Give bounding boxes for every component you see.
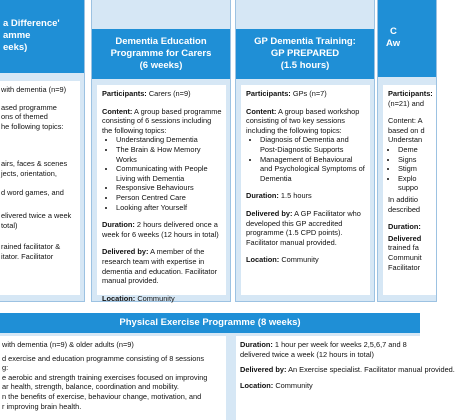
gp-training-header: [236, 29, 374, 79]
delivered-row: [246, 209, 366, 247]
delivered-value: An Exercise specialist. Facilitator manual provided.: [288, 365, 455, 375]
content-row: [246, 107, 366, 136]
exercise-line: n the benefits of exercise, behaviour change, motivation, and: [2, 391, 202, 401]
list-item: • Diagnosis of Dementia and Post-Diagnostic Supports: [260, 135, 366, 154]
gp-training-box: [235, 0, 375, 302]
list-item: • Communicating with People Living with Dementia: [116, 164, 222, 183]
duration-row: [102, 220, 222, 239]
carer-education-body: [97, 85, 226, 303]
exercise-line: ar health, strength, balance, coordination and mobility.: [2, 382, 179, 392]
list-item: • Explo: [398, 174, 432, 184]
delivered-row: [102, 247, 222, 285]
facilitator-line: itator. Facilitator: [1, 251, 54, 261]
delivered-line: trained fa: [388, 243, 419, 253]
title-line: a Difference': [3, 18, 60, 29]
topic-line: airs, faces & scenes: [1, 159, 68, 169]
topic-list: [102, 135, 222, 212]
memory-programme-header: [0, 0, 84, 73]
delivered-value: A member of the research team with expertise in dementia and education. Facilitator manual provided.: [102, 247, 218, 286]
exercise-line: with dementia (n=9) & older adults (n=9): [2, 340, 134, 349]
list-item: suppo: [398, 183, 419, 193]
exercise-left-column: [0, 336, 226, 420]
participants-value: Carers (n=9): [148, 89, 191, 98]
exercise-line: g:: [2, 363, 9, 373]
title-line: Aw: [386, 38, 401, 49]
title-line: GP PREPARED: [270, 48, 340, 59]
list-item: • Signs: [398, 155, 432, 165]
content-line: Understan: [388, 135, 423, 145]
duration-label: Duration:: [102, 220, 135, 230]
title-line: C: [390, 26, 397, 37]
content-label: Content:: [102, 106, 133, 116]
list-item: • Understanding Dementia: [116, 135, 222, 145]
content-line: he following topics:: [1, 121, 64, 131]
duration-label: Duration:: [388, 222, 421, 232]
duration-value: 1 hour per week for weeks 2,5,6,7 and 8 delivered twice a week (12 hours in total): [240, 340, 407, 359]
exercise-line: r improving brain health.: [2, 401, 82, 411]
title-line: Programme for Carers: [110, 48, 212, 59]
gp-training-body: [241, 85, 370, 295]
duration-value: 1.5 hours: [280, 191, 312, 201]
exercise-line: e aerobic and strength training exercises focused on improving: [2, 372, 208, 382]
title-line: GP Dementia Training:: [254, 36, 356, 47]
location-row: [246, 255, 366, 265]
list-item: • Stigm: [398, 164, 432, 174]
content-line: ased programme: [1, 102, 57, 112]
participants-value: (n=21) and: [388, 98, 424, 108]
delivered-line: Facilitator: [388, 262, 421, 272]
exercise-programme-header: Physical Exercise Programme (8 weeks): [0, 313, 420, 333]
location-row: [240, 381, 420, 391]
location-row: [102, 294, 222, 304]
title-line: (1.5 hours): [280, 60, 330, 71]
content-row: [102, 107, 222, 136]
location-label: Location:: [246, 255, 280, 265]
memory-programme-box: [0, 0, 85, 302]
awareness-header: [378, 0, 436, 77]
location-value: Community: [275, 380, 313, 390]
list-item: • Deme: [398, 145, 432, 155]
list-item: • Management of Behavioural and Psychological Symptoms of Dementia: [260, 155, 366, 184]
participants-label: Participants:: [388, 89, 433, 98]
delivery-line: elivered twice a week: [1, 211, 72, 221]
memory-programme-body: [0, 81, 80, 295]
carer-education-header: [92, 29, 230, 79]
extra-line: described: [388, 204, 421, 214]
content-line: based on d: [388, 125, 425, 135]
delivered-line: Communit: [388, 252, 422, 262]
location-value: Community: [281, 255, 319, 265]
location-label: Location:: [102, 293, 136, 303]
participants-label: Participants:: [246, 89, 291, 98]
exercise-programme-box: [0, 333, 455, 420]
content-line: ons of themed: [1, 112, 48, 122]
location-label: Location:: [240, 380, 274, 390]
location-value: Community: [137, 293, 175, 303]
list-item: • Responsive Behaviours: [116, 183, 222, 193]
participants-row: [246, 89, 366, 99]
delivered-label: Delivered: [388, 233, 422, 243]
extra-line: In additio: [388, 194, 418, 204]
list-item: • Looking after Yourself: [116, 203, 222, 213]
facilitator-line: rained facilitator &: [1, 242, 61, 252]
title-line: eeks): [3, 42, 28, 53]
awareness-box: [377, 0, 437, 302]
content-label: Content:: [246, 106, 277, 116]
title-line: amme: [3, 30, 31, 41]
duration-label: Duration:: [240, 340, 273, 349]
participants-text: with dementia (n=9): [1, 85, 67, 94]
duration-row: [240, 340, 420, 359]
participants-value: GPs (n=7): [292, 89, 327, 98]
participants-label: Participants:: [102, 89, 147, 98]
delivered-label: Delivered by:: [240, 365, 287, 375]
carer-education-box: [91, 0, 231, 302]
content-value: A group based programme consisting of 6 sessions including the following topics:: [102, 106, 222, 135]
delivered-label: Delivered by:: [246, 208, 293, 218]
exercise-right-column: [236, 336, 455, 420]
participants-row: [102, 89, 222, 99]
list-item: • The Brain & How Memory Works: [116, 145, 222, 164]
topic-line: jects, orientation,: [1, 168, 57, 178]
list-item: • Person Centred Care: [116, 193, 222, 203]
duration-value: 2 hours delivered once a week for 6 weeks (12 hours in total): [102, 220, 219, 239]
duration-label: Duration:: [246, 191, 279, 201]
delivered-row: [240, 365, 455, 375]
delivery-line: total): [1, 220, 18, 230]
delivered-value: A GP Facilitator who developed this GP accredited programme (1.5 CPD points). Facilitator manual provided.: [246, 208, 361, 247]
title-line: Dementia Education: [115, 36, 207, 47]
topic-list: [388, 145, 432, 193]
title-line: (6 weeks): [139, 60, 183, 71]
duration-row: [246, 191, 366, 201]
awareness-body: [383, 85, 436, 295]
topic-list: [246, 135, 366, 183]
content-value: A group based workshop consisting of two key sessions including the following topics:: [246, 106, 360, 135]
topic-line: d word games, and: [1, 187, 64, 197]
exercise-line: d exercise and education programme consisting of 8 sessions: [2, 353, 205, 363]
content-line: Content: A: [388, 116, 423, 126]
delivered-label: Delivered by:: [102, 247, 149, 257]
